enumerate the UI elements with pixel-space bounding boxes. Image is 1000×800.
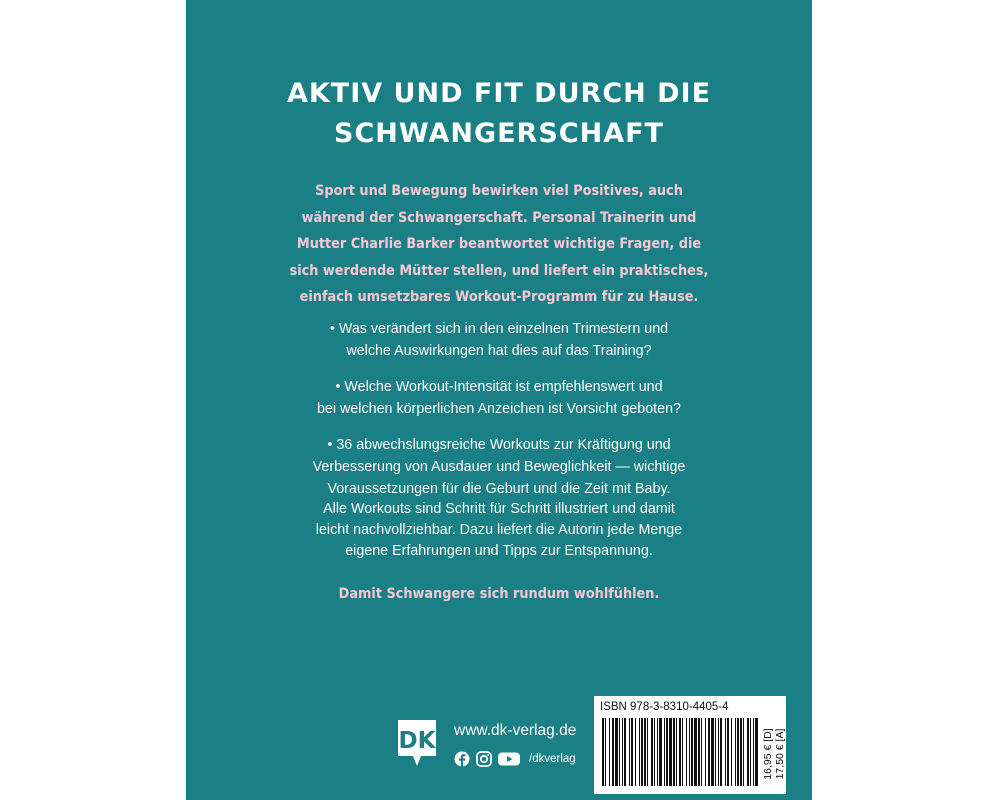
facebook-icon[interactable] xyxy=(454,751,470,767)
intro-line: Sport und Bewegung bewirken viel Positives, auch xyxy=(315,183,683,199)
cover-title xyxy=(186,74,812,154)
bullet-item xyxy=(186,376,812,420)
price-block xyxy=(762,718,786,790)
youtube-icon[interactable] xyxy=(498,751,520,767)
bullet-line: Voraussetzungen für die Geburt und die Zeit mit Baby. xyxy=(327,481,671,497)
title-line-1: AKTIV UND FIT DURCH DIE xyxy=(286,78,712,109)
closing-line: Alle Workouts sind Schritt für Schritt illustriert und damit xyxy=(323,501,675,517)
bullet-item xyxy=(186,318,812,362)
bullet-line: • Welche Workout-Intensität ist empfehlenswert und xyxy=(335,379,663,395)
book-back-cover xyxy=(186,0,812,800)
bullet-line: • Was verändert sich in den einzelnen Trimestern und xyxy=(329,321,669,337)
social-handle[interactable]: /dkverlag xyxy=(529,753,576,765)
instagram-icon[interactable] xyxy=(476,751,492,767)
bullet-line: bei welchen körperlichen Anzeichen ist Vorsicht geboten? xyxy=(316,401,681,417)
intro-line: sich werdende Mütter stellen, und liefert ein praktisches, xyxy=(289,262,709,279)
barcode xyxy=(600,718,758,788)
intro-line: Mutter Charlie Barker beantwortet wichtige Fragen, die xyxy=(296,236,702,252)
intro-line: einfach umsetzbares Workout-Programm für zu Hause. xyxy=(299,289,699,305)
closing-paragraph xyxy=(186,499,812,562)
closing-line: leicht nachvollziehbar. Dazu liefert die Autorin jede Menge xyxy=(315,522,683,538)
intro-paragraph xyxy=(186,178,812,311)
isbn-number: ISBN 978-3-8310-4405-4 xyxy=(600,701,729,713)
website-link[interactable]: www.dk-verlag.de xyxy=(454,722,577,739)
price-austria: 17,50 € [A] xyxy=(774,728,786,780)
intro-line: während der Schwangerschaft. Personal Trainerin und xyxy=(301,209,697,226)
isbn-barcode-box xyxy=(594,696,786,794)
tagline: Damit Schwangere sich rundum wohlfühlen. xyxy=(338,586,660,602)
price-germany: 16,95 € [D] xyxy=(762,728,774,780)
bullet-line: Verbesserung von Ausdauer und Beweglichkeit — wichtige xyxy=(312,459,686,475)
closing-line: eigene Erfahrungen und Tipps zur Entspannung. xyxy=(345,543,653,559)
bullet-list xyxy=(186,318,812,514)
dk-logo-text: DK xyxy=(398,728,436,754)
bullet-line: • 36 abwechslungsreiche Workouts zur Kräftigung und xyxy=(327,437,671,453)
title-line-2: SCHWANGERSCHAFT xyxy=(334,118,664,149)
bullet-item xyxy=(186,434,812,500)
bullet-line: welche Auswirkungen hat dies auf das Training? xyxy=(346,343,652,359)
social-links xyxy=(454,750,576,768)
dk-logo xyxy=(398,720,436,766)
